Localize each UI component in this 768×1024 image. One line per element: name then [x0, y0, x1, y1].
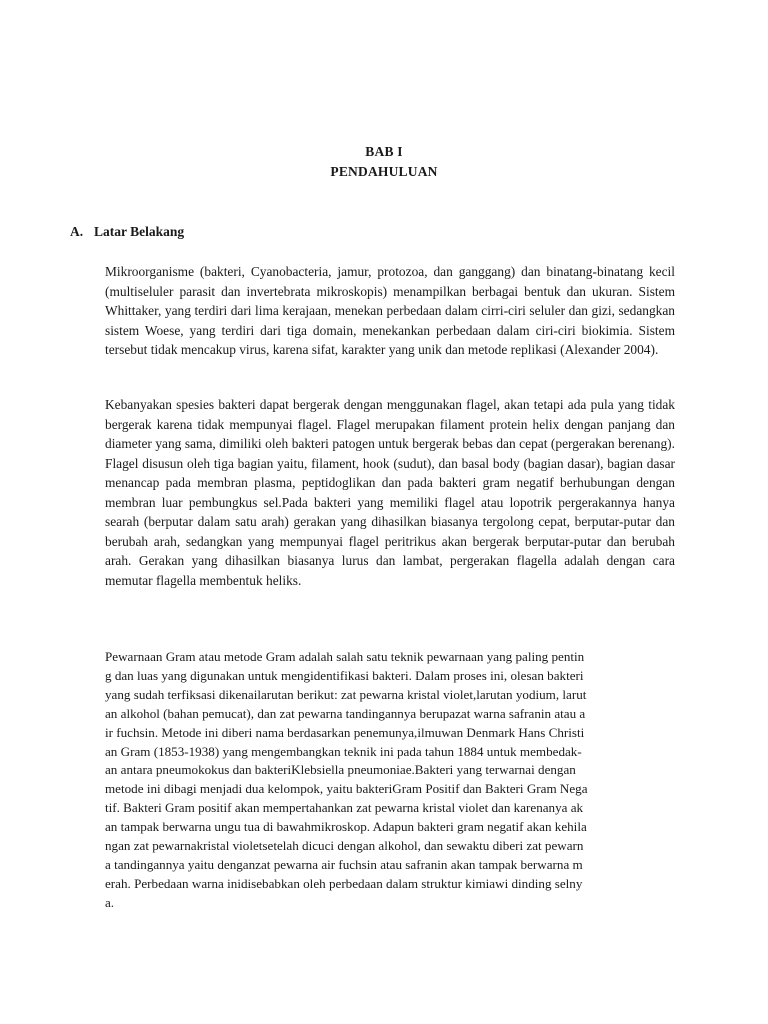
- paragraph-3-line: an tampak berwarna ungu tua di bawahmikroskop. Adapun bakteri gram negatif akan kehila: [105, 819, 587, 835]
- paragraph-3-line: an antara pneumokokus dan bakteriKlebsiella pneumoniae.Bakteri yang terwarnai dengan: [105, 762, 576, 778]
- section-heading: [70, 224, 184, 240]
- paragraph-3: [105, 648, 675, 913]
- chapter-label: BAB I: [365, 144, 403, 159]
- paragraph-3-line: metode ini dibagi menjadi dua kelompok, yaitu bakteriGram Positif dan Bakteri Gram Nega: [105, 781, 588, 797]
- paragraph-3-line: erah. Perbedaan warna inidisebabkan oleh perbedaan dalam struktur kimiawi dinding selny: [105, 875, 583, 891]
- paragraph-3-line: Pewarnaan Gram atau metode Gram adalah salah satu teknik pewarnaan yang paling pentin: [105, 649, 585, 664]
- paragraph-2: Kebanyakan spesies bakteri dapat bergerak dengan menggunakan flagel, akan tetapi ada pula yang tidak bergerak karena tidak mempunyai flagel. Flagel merupakan filament protein helix dengan panjang dan diameter yang sama, dimiliki oleh bakteri patogen untuk bergerak bebas dan cepat (pergerakan berenang). Flagel disusun oleh tiga bagian yaitu, filament, hook (sudut), dan basal body (bagian dasar), bagian dasar menancap pada membran plasma, peptidoglikan dan pada bakteri gram negatif berhubungan dengan membran luar pembungkus sel.Pada bakteri yang memiliki flagel atau lopotrik pergerakannya hanya searah (berputar dalam satu arah) gerakan yang dihasilkan biasanya tergolong cepat, berputar-putar dan berubah arah, sedangkan yang mempunyai flagel peritrikus akan bergerak berputar-putar dan berubah arah. Gerakan yang dihasilkan biasanya lurus dan lambat, pergerakan flagella adalah dengan cara memutar flagella membentuk heliks.: [105, 397, 675, 588]
- paragraph-3-line: ngan zat pewarnakristal violetsetelah dicuci dengan alkohol, dan sewaktu diberi zat pewarn: [105, 838, 584, 854]
- paragraph-3-line: an alkohol (bahan pemucat), dan zat pewarna tandingannya berupazat warna safranin atau a: [105, 705, 586, 721]
- paragraph-3-line: a.: [105, 894, 115, 910]
- paragraph-3-line: yang sudah terfiksasi dikenailarutan berikut: zat pewarna kristal violet,larutan yodium, larut: [105, 686, 587, 702]
- section-title-text: Latar Belakang: [94, 224, 185, 239]
- paragraph-3-line: an Gram (1853-1938) yang mengembangkan teknik ini pada tahun 1884 untuk membedak-: [105, 743, 582, 759]
- paragraph-1: Mikroorganisme (bakteri, Cyanobacteria, jamur, protozoa, dan ganggang) dan binatang-binatang kecil (multiseluler parasit dan invertebrata mikroskopis) menampilkan berbagai bentuk dan ukuran. Sistem Whittaker, yang terdiri dari lima kerajaan, menekan perbedaan dalam cirri-ciri seluler dan gizi, sedangkan sistem Woese, yang terdiri dari tiga domain, menekankan perbedaan dalam ciri-ciri biokimia. Sistem tersebut tidak mencakup virus, karena sifat, karakter yang unik dan metode replikasi (Alexander 2004).: [105, 264, 675, 357]
- paragraph-3-line: tif. Bakteri Gram positif akan mempertahankan zat pewarna kristal violet dan karenanya ak: [105, 800, 584, 816]
- section-number: A.: [70, 224, 84, 239]
- chapter-title: PENDAHULUAN: [330, 164, 438, 179]
- paragraph-3-line: ir fuchsin. Metode ini diberi nama berdasarkan penemunya,ilmuwan Denmark Hans Christi: [105, 724, 585, 740]
- paragraph-3-line: g dan luas yang digunakan untuk mengidentifikasi bakteri. Dalam proses ini, olesan bakteri: [105, 667, 584, 683]
- paragraph-3-line: a tandingannya yaitu denganzat pewarna air fuchsin atau safranin akan tampak berwarna m: [105, 856, 583, 872]
